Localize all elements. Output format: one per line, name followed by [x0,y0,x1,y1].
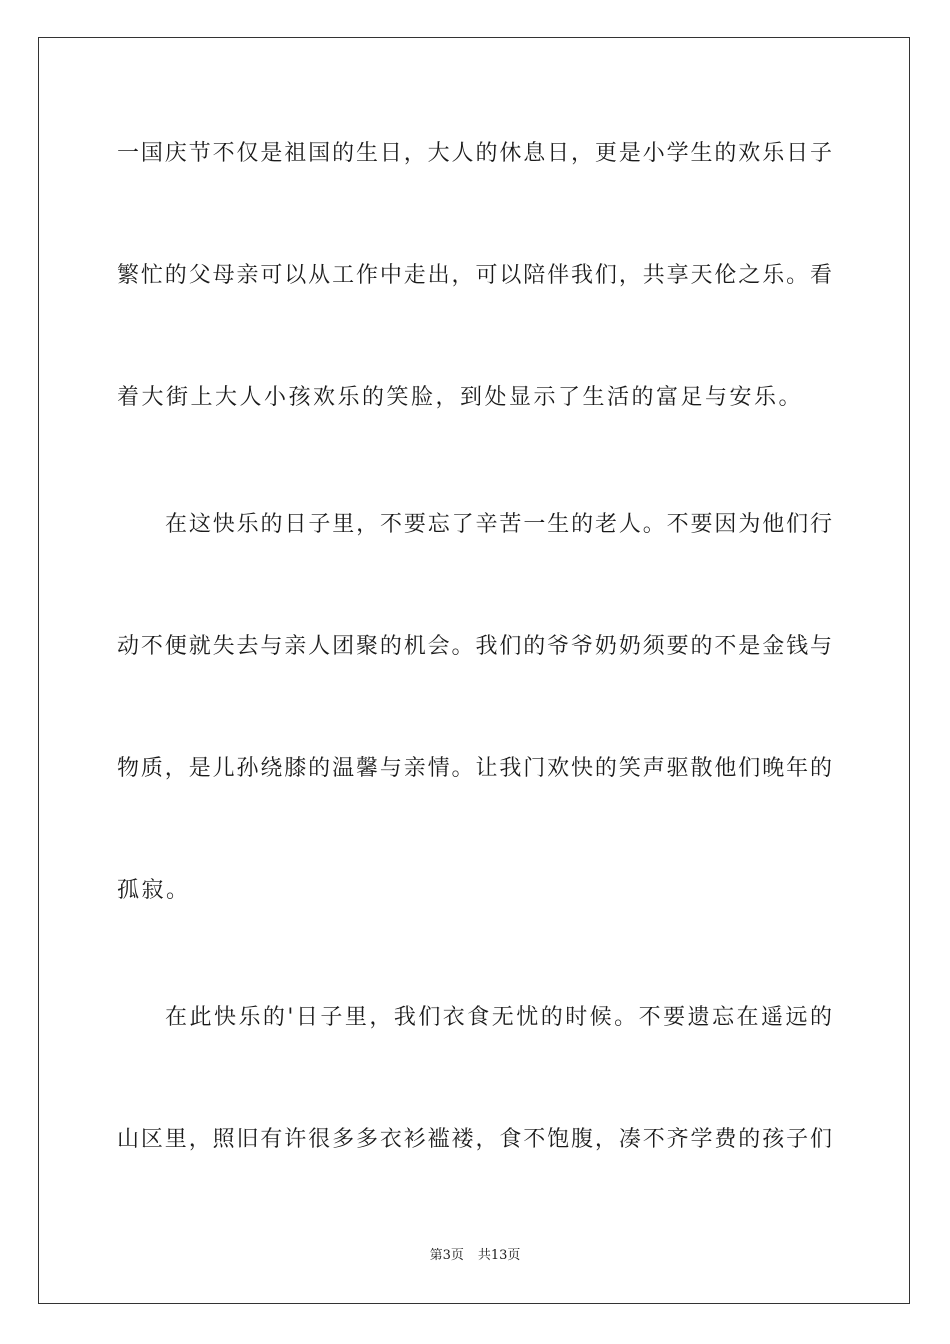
page-border [38,37,910,1304]
text-line: 孤寂。 [117,878,191,903]
page-footer [0,1247,950,1265]
page-number: 第3页 [429,1248,464,1263]
paragraph-first-line: 在这快乐的日子里，不要忘了辛苦一生的老人。不要因为他们行 [165,512,832,537]
text-line: 着大街上大人小孩欢乐的笑脸，到处显示了生活的富足与安乐。 [117,385,804,410]
text-line: 一国庆节不仅是祖国的生日，大人的休息日，更是小学生的欢乐日子 [117,141,832,166]
text-line: 动不便就失去与亲人团聚的机会。我们的爷爷奶奶须要的不是金钱与 [117,634,832,659]
text-line: 繁忙的父母亲可以从工作中走出，可以陪伴我们，共享天伦之乐。看 [117,263,832,288]
total-pages: 共13页 [477,1248,521,1263]
text-line: 物质，是儿孙绕膝的温馨与亲情。让我门欢快的笑声驱散他们晚年的 [117,756,832,781]
text-line: 山区里，照旧有许很多多衣衫褴褛，食不饱腹，凑不齐学费的孩子们 [117,1127,832,1152]
paragraph-first-line: 在此快乐的'日子里，我们衣食无忧的时候。不要遗忘在遥远的 [165,1005,832,1030]
